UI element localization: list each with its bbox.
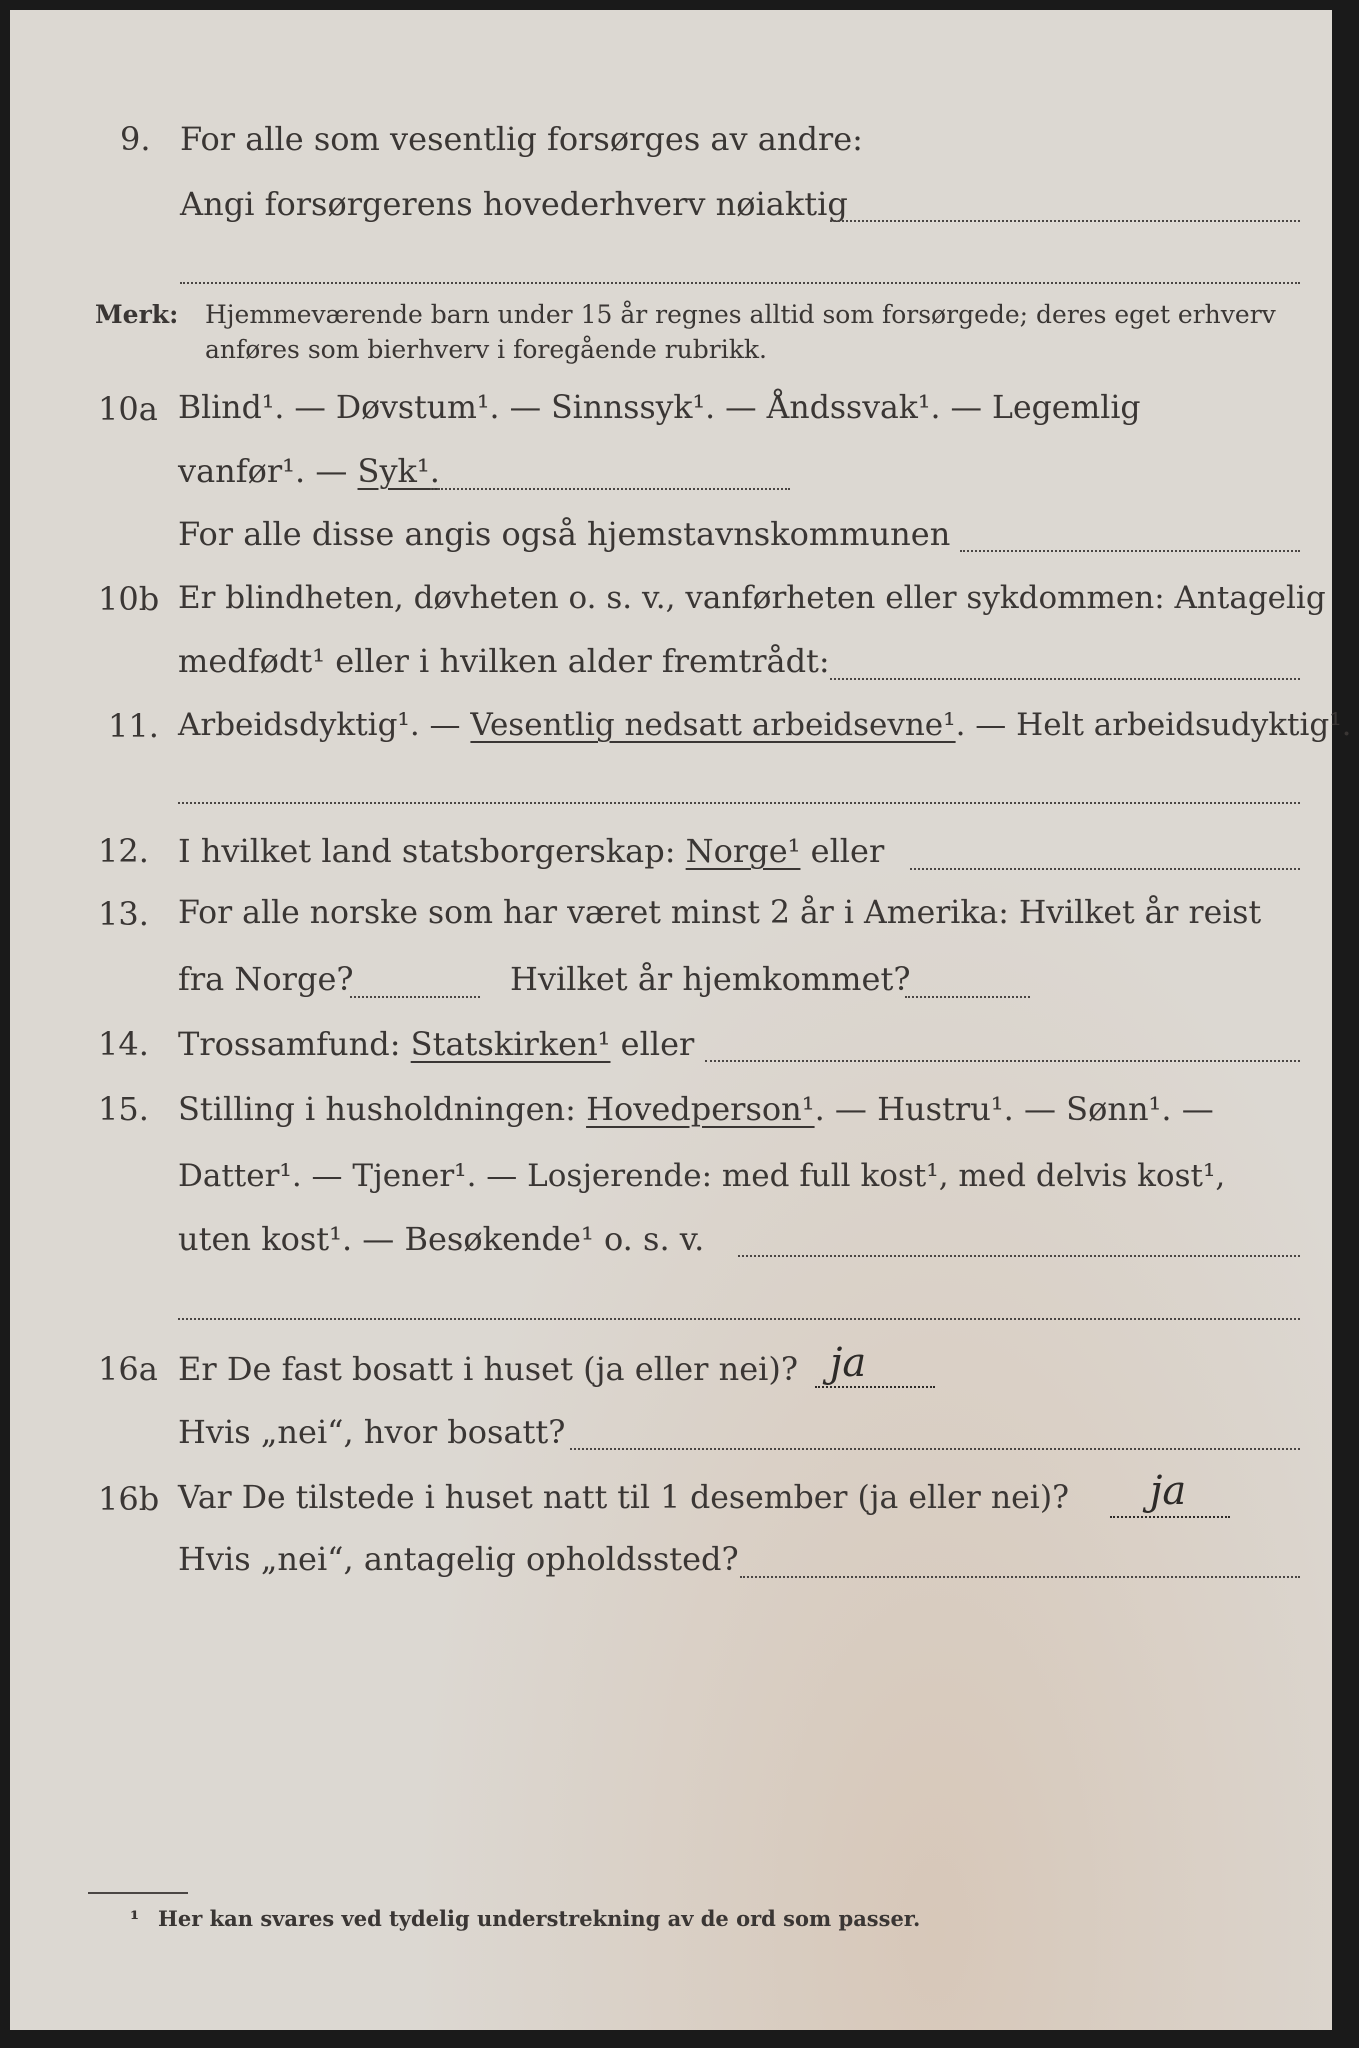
q15-underlined-answer: Hovedperson¹ <box>586 1090 815 1128</box>
q11-post: . — Helt arbeidsudyktig¹. <box>955 707 1352 743</box>
q9-occupation-label: Angi forsørgerens hovederhverv nøiaktig <box>180 185 848 223</box>
q12-underlined-answer: Norge¹ <box>685 832 801 870</box>
q9-number: 9. <box>120 120 151 158</box>
q15-text-2: Datter¹. — Tjener¹. — Losjerende: med full kost¹, med delvis kost¹, <box>178 1158 1226 1194</box>
q13-text-1: For alle norske som har været minst 2 år i Amerika: Hvilket år reist <box>178 895 1262 931</box>
merk-text-1: Hjemmeværende barn under 15 år regnes alltid som forsørgede; deres eget erhverv <box>205 300 1276 329</box>
q12-other-field[interactable] <box>910 868 1300 870</box>
q13-number: 13. <box>98 895 149 933</box>
q15-post: . — Hustru¹. — Sønn¹. — <box>814 1090 1214 1128</box>
q10a-number: 10a <box>98 390 158 428</box>
q11-underlined-answer: Vesentlig nedsatt arbeidsevne¹ <box>470 707 956 743</box>
q10a-syk-field[interactable] <box>430 488 790 490</box>
q16a-number: 16a <box>98 1350 158 1388</box>
q15-other-field[interactable] <box>738 1255 1300 1257</box>
footnote-text: Her kan svares ved tydelig understrekning av de ord som passer. <box>158 1906 921 1931</box>
q10b-number: 10b <box>98 580 160 618</box>
q14-other-field[interactable] <box>705 1060 1300 1062</box>
q16a-bosatt-field[interactable] <box>570 1448 1300 1450</box>
q16b-opholdssted-field[interactable] <box>740 1576 1300 1578</box>
q10b-text-2: medfødt¹ eller i hvilken alder fremtrådt: <box>178 642 830 680</box>
q10a-hjemstavn-label: For alle disse angis også hjemstavnskommunen <box>178 515 951 553</box>
q10a-hjemstavn-field[interactable] <box>960 550 1300 552</box>
q10b-age-field[interactable] <box>830 678 1300 680</box>
q15-pre: Stilling i husholdningen: <box>178 1090 587 1128</box>
q11-number: 11. <box>108 707 159 745</box>
q12-number: 12. <box>98 832 149 870</box>
q13-reist-field[interactable] <box>350 996 480 998</box>
q9-text: For alle som vesentlig forsørges av andre: <box>180 120 863 158</box>
q13-hjemkommet-label: Hvilket år hjemkommet? <box>510 960 911 998</box>
q16b-handwritten-answer: ja <box>1150 1468 1187 1514</box>
census-form-page <box>10 10 1352 2030</box>
q11-extra-line <box>178 802 1300 804</box>
q9-occupation-field[interactable] <box>830 220 1300 222</box>
q16a-handwritten-answer: ja <box>830 1340 867 1386</box>
footnote-divider <box>88 1892 188 1894</box>
q10b-text-1: Er blindheten, døvheten o. s. v., vanførheten eller sykdommen: Antagelig <box>178 580 1326 616</box>
q10a-vanfor: vanfør¹. — <box>178 452 358 490</box>
q13-hjemkommet-field[interactable] <box>905 996 1030 998</box>
q15-extra-line <box>178 1318 1300 1320</box>
q16b-text-1: Var De tilstede i huset natt til 1 desember (ja eller nei)? <box>178 1480 1070 1516</box>
q10a-syk-underlined: Syk¹. <box>357 452 440 490</box>
merk-text-2: anføres som bierhverv i foregående rubrikk. <box>205 335 767 364</box>
q10a-text-1: Blind¹. — Døvstum¹. — Sinnssyk¹. — Åndssvak¹. — Legemlig <box>178 390 1141 426</box>
q16b-answer-line <box>1110 1516 1230 1518</box>
q15-number: 15. <box>98 1090 149 1128</box>
q16b-text-2: Hvis „nei“, antagelig opholdssted? <box>178 1540 739 1578</box>
q16a-answer-line <box>815 1386 935 1388</box>
merk-label: Merk: <box>95 300 179 329</box>
q15-text-3: uten kost¹. — Besøkende¹ o. s. v. <box>178 1220 705 1258</box>
q13-reist-label: fra Norge? <box>178 960 354 998</box>
q14-post: eller <box>610 1025 695 1063</box>
q16b-number: 16b <box>98 1480 160 1518</box>
q9-extra-line <box>180 282 1300 284</box>
footnote-mark: ¹ <box>130 1906 140 1931</box>
q16a-text-1: Er De fast bosatt i huset (ja eller nei)? <box>178 1350 799 1388</box>
q14-underlined-answer: Statskirken¹ <box>410 1025 611 1063</box>
q11-pre: Arbeidsdyktig¹. — <box>178 707 471 743</box>
q12-post: eller <box>800 832 885 870</box>
q14-number: 14. <box>98 1025 149 1063</box>
q14-pre: Trossamfund: <box>178 1025 411 1063</box>
q16a-text-2: Hvis „nei“, hvor bosatt? <box>178 1413 566 1451</box>
q12-pre: I hvilket land statsborgerskap: <box>178 832 686 870</box>
